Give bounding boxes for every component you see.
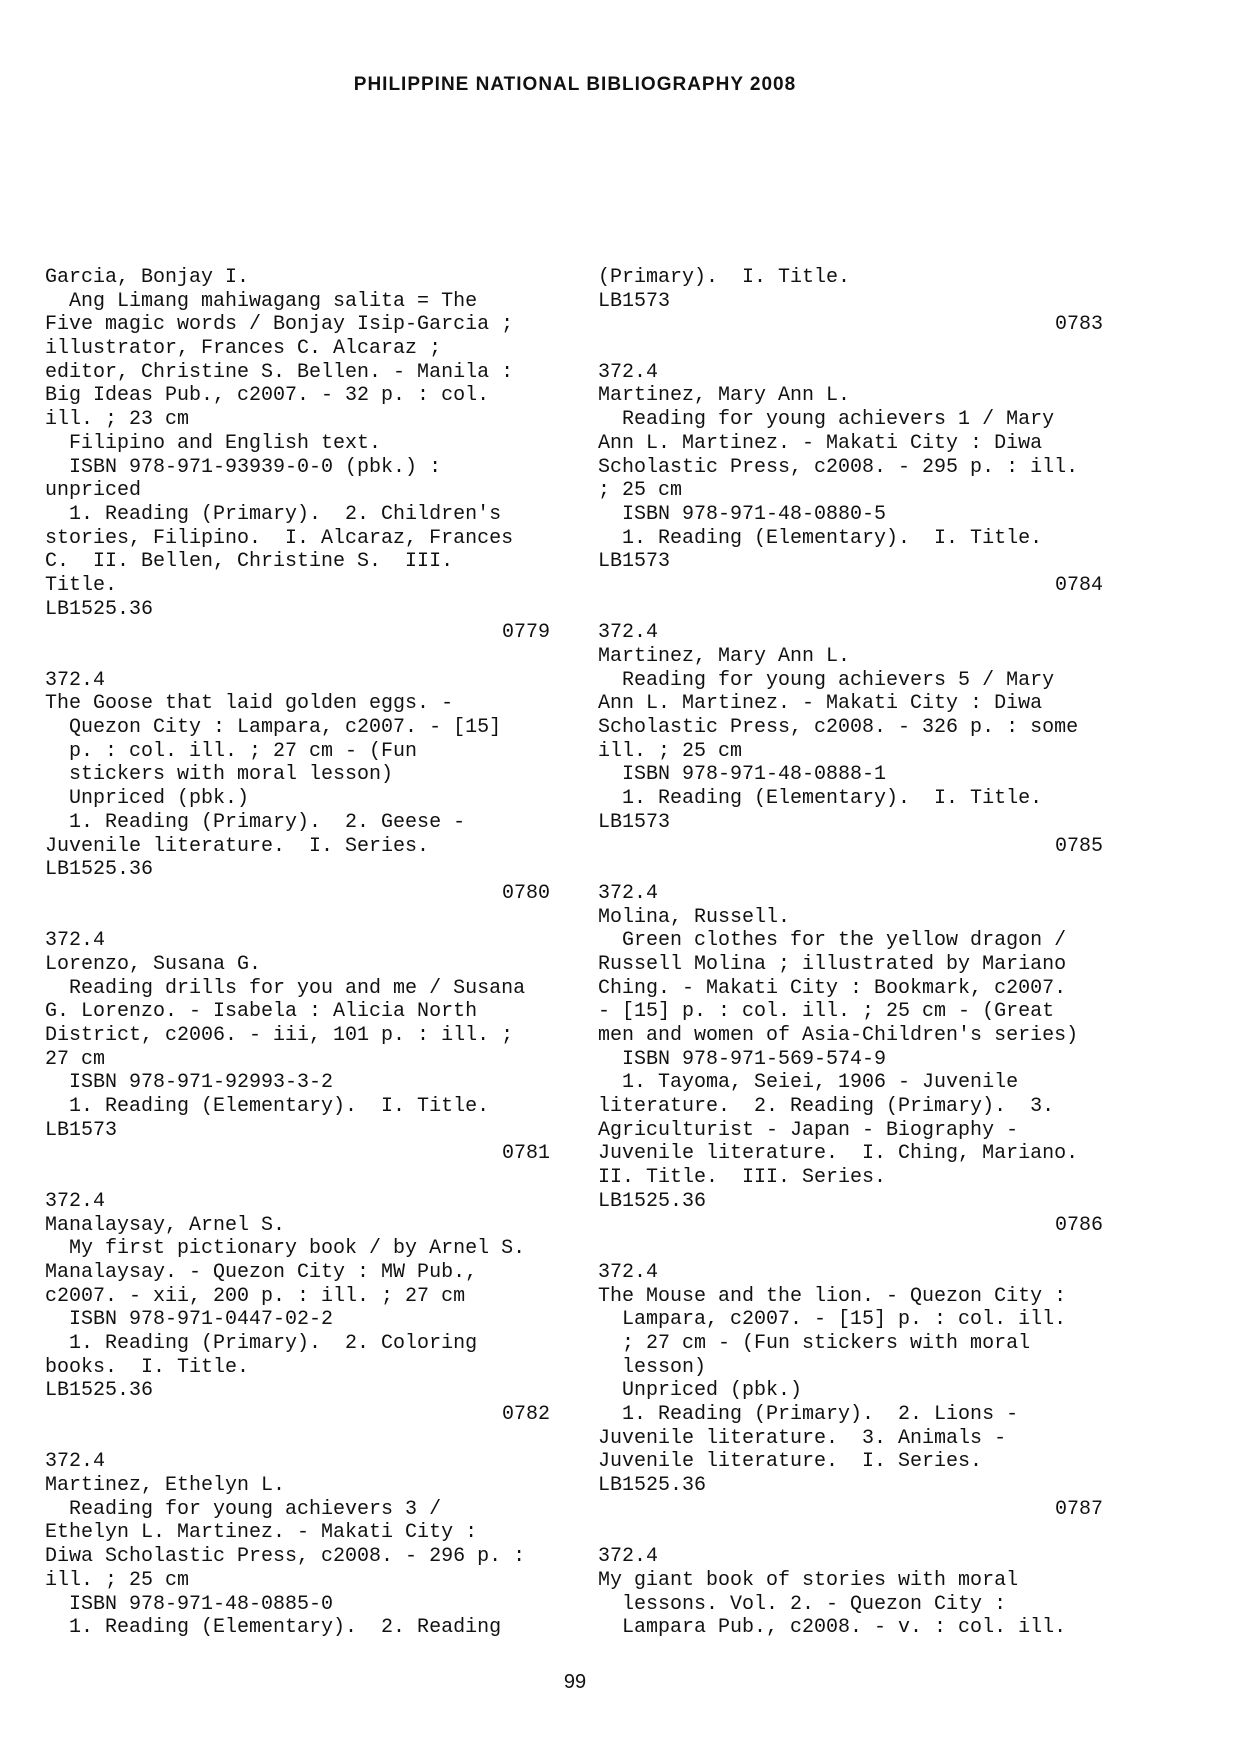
entry-line: 1. Reading (Primary). 2. Lions -: [598, 1403, 1019, 1426]
bibliography-entry: [598, 361, 1103, 622]
left-column: [45, 266, 550, 1640]
entry-line: Molina, Russell.: [598, 905, 791, 929]
entry-line: stickers with moral lesson): [45, 763, 394, 787]
bibliography-entry: [45, 929, 550, 1190]
entry-line: Martinez, Mary Ann L.: [598, 645, 851, 668]
entry-number: 0779: [501, 621, 550, 645]
entry-line: Unpriced (pbk.): [45, 787, 250, 811]
entry-spacer: [45, 1427, 550, 1451]
entry-line: G. Lorenzo. - Isabela : Alicia North: [45, 1000, 478, 1024]
entry-number: 0785: [1054, 834, 1103, 858]
entry-number: 0782: [501, 1403, 550, 1426]
entry-line: (Primary). I. Title.: [598, 266, 851, 289]
entry-line: The Mouse and the lion. - Quezon City :: [598, 1284, 1067, 1308]
entry-spacer: [45, 906, 550, 930]
entry-line: Garcia, Bonjay I.: [45, 266, 250, 289]
entry-line: Martinez, Mary Ann L.: [598, 384, 851, 408]
entry-line: II. Title. III. Series.: [598, 1166, 887, 1190]
entry-number: 0787: [1054, 1497, 1103, 1521]
entry-line: Unpriced (pbk.): [598, 1379, 803, 1403]
entry-line: books. I. Title.: [45, 1355, 250, 1379]
entry-line: ISBN 978-971-92993-3-2: [45, 1071, 334, 1095]
entry-line: 372.4: [45, 929, 106, 953]
entry-line: LB1525.36: [598, 1189, 707, 1213]
entry-number: 0786: [1054, 1213, 1103, 1237]
entry-line: Quezon City : Lampara, c2007. - [15]: [45, 716, 502, 740]
entry-number: 0784: [1054, 573, 1103, 597]
entry-line: 1. Reading (Primary). 2. Geese -: [45, 810, 466, 834]
entry-line: LB1525.36: [45, 597, 154, 621]
entry-line: 1. Reading (Elementary). I. Title.: [45, 1095, 490, 1119]
entry-spacer: [45, 1166, 550, 1190]
entry-line: Lampara, c2007. - [15] p. : col. ill.: [598, 1308, 1067, 1332]
page-title: PHILIPPINE NATIONAL BIBLIOGRAPHY 2008: [353, 74, 797, 95]
entry-line: LB1525.36: [598, 1474, 707, 1498]
bibliography-entry: [598, 621, 1103, 882]
entry-line: 372.4: [45, 668, 106, 692]
entry-line: Juvenile literature. 3. Animals -: [598, 1426, 1007, 1450]
entry-line: 372.4: [598, 621, 659, 645]
entry-line: ; 25 cm: [598, 479, 683, 503]
bibliography-entry: [598, 1545, 1103, 1640]
entry-spacer: [598, 1237, 1103, 1261]
entry-line: Scholastic Press, c2008. - 326 p. : some: [598, 716, 1079, 740]
entry-line: 372.4: [598, 360, 659, 384]
entry-number: 0783: [1054, 313, 1103, 337]
right-column: [598, 266, 1103, 1640]
entry-line: Juvenile literature. I. Ching, Mariano.: [598, 1142, 1079, 1166]
entry-line: illustrator, Frances C. Alcaraz ;: [45, 337, 442, 361]
entry-line: 1. Reading (Elementary). 2. Reading: [45, 1616, 502, 1640]
entry-line: Reading for young achievers 5 / Mary: [598, 668, 1055, 692]
entry-line: LB1525.36: [45, 1379, 154, 1403]
entry-line: Ang Limang mahiwagang salita = The: [45, 289, 478, 313]
entry-spacer: [598, 858, 1103, 882]
entry-line: Martinez, Ethelyn L.: [45, 1474, 286, 1498]
entry-line: 372.4: [598, 1545, 659, 1569]
entry-line: 1. Reading (Elementary). I. Title.: [598, 787, 1043, 811]
entry-line: p. : col. ill. ; 27 cm - (Fun: [45, 739, 418, 763]
entry-line: Reading for young achievers 3 /: [45, 1497, 442, 1521]
entry-line: LB1573: [598, 289, 671, 313]
entry-line: lessons. Vol. 2. - Quezon City :: [598, 1592, 1007, 1616]
entry-line: 1. Reading (Primary). 2. Children's: [45, 502, 502, 526]
entry-spacer: [598, 1521, 1103, 1545]
entry-line: ISBN 978-971-48-0885-0: [45, 1592, 334, 1616]
entry-line: 372.4: [598, 1260, 659, 1284]
entry-line: ill. ; 25 cm: [45, 1568, 190, 1592]
entry-line: 27 cm: [45, 1047, 106, 1071]
entry-line: LB1573: [598, 550, 671, 574]
entry-spacer: [598, 337, 1103, 361]
bibliography-entry: [45, 1190, 550, 1451]
entry-line: editor, Christine S. Bellen. - Manila :: [45, 360, 514, 384]
entry-line: ; 27 cm - (Fun stickers with moral: [598, 1331, 1031, 1355]
entry-line: Ann L. Martinez. - Makati City : Diwa: [598, 431, 1043, 455]
entry-line: Manalaysay, Arnel S.: [45, 1213, 286, 1237]
entry-line: ill. ; 25 cm: [598, 739, 743, 763]
page-number: 99: [563, 1671, 587, 1693]
entry-line: ISBN 978-971-48-0888-1: [598, 763, 887, 787]
entry-line: Big Ideas Pub., c2007. - 32 p. : col.: [45, 384, 490, 408]
entry-number: 0780: [501, 881, 550, 905]
entry-line: ISBN 978-971-569-574-9: [598, 1047, 887, 1071]
entry-line: Lampara Pub., c2008. - v. : col. ill.: [598, 1616, 1067, 1640]
entry-line: 1. Tayoma, Seiei, 1906 - Juvenile: [598, 1071, 1019, 1095]
entry-line: 372.4: [45, 1189, 106, 1213]
entry-line: Reading drills for you and me / Susana: [45, 976, 526, 1000]
entry-line: LB1573: [45, 1118, 118, 1142]
entry-line: My first pictionary book / by Arnel S.: [45, 1237, 526, 1261]
entry-line: Russell Molina ; illustrated by Mariano: [598, 952, 1067, 976]
entry-line: Ethelyn L. Martinez. - Makati City :: [45, 1521, 478, 1545]
entry-line: Juvenile literature. I. Series.: [598, 1450, 983, 1474]
entry-line: Agriculturist - Japan - Biography -: [598, 1118, 1019, 1142]
entry-line: Juvenile literature. I. Series.: [45, 834, 430, 858]
entry-line: 372.4: [598, 881, 659, 905]
entry-line: ill. ; 23 cm: [45, 408, 190, 432]
entry-line: Diwa Scholastic Press, c2008. - 296 p. :: [45, 1545, 526, 1569]
entry-line: literature. 2. Reading (Primary). 3.: [598, 1095, 1055, 1119]
entry-line: ISBN 978-971-48-0880-5: [598, 502, 887, 526]
entry-line: Five magic words / Bonjay Isip-Garcia ;: [45, 313, 514, 337]
entry-line: ISBN 978-971-0447-02-2: [45, 1308, 334, 1332]
entry-line: Title.: [45, 573, 118, 597]
bibliography-entry: [598, 266, 1103, 361]
entry-line: 1. Reading (Primary). 2. Coloring: [45, 1331, 478, 1355]
bibliography-entry: [598, 1261, 1103, 1545]
entry-line: My giant book of stories with moral: [598, 1568, 1019, 1592]
entry-line: The Goose that laid golden eggs. -: [45, 692, 454, 716]
entry-line: Ann L. Martinez. - Makati City : Diwa: [598, 692, 1043, 716]
entry-number: 0781: [501, 1142, 550, 1166]
entry-line: ISBN 978-971-93939-0-0 (pbk.) :: [45, 455, 442, 479]
entry-line: lesson): [598, 1355, 707, 1379]
bibliography-entry: [45, 1450, 550, 1640]
entry-line: Lorenzo, Susana G.: [45, 952, 262, 976]
entry-line: c2007. - xii, 200 p. : ill. ; 27 cm: [45, 1284, 466, 1308]
bibliography-entry: [45, 266, 550, 669]
entry-line: Reading for young achievers 1 / Mary: [598, 408, 1055, 432]
entry-line: District, c2006. - iii, 101 p. : ill. ;: [45, 1024, 514, 1047]
entry-line: - [15] p. : col. ill. ; 25 cm - (Great: [598, 1000, 1055, 1024]
bibliography-entry: [45, 669, 550, 930]
entry-line: C. II. Bellen, Christine S. III.: [45, 550, 454, 574]
entry-spacer: [45, 645, 550, 669]
entry-line: men and women of Asia-Children's series): [598, 1024, 1079, 1047]
entry-line: Scholastic Press, c2008. - 295 p. : ill.: [598, 455, 1079, 479]
entry-line: 1. Reading (Elementary). I. Title.: [598, 526, 1043, 550]
entry-line: stories, Filipino. I. Alcaraz, Frances: [45, 526, 514, 550]
entry-line: Manalaysay. - Quezon City : MW Pub.,: [45, 1260, 478, 1284]
entry-line: Filipino and English text.: [45, 431, 382, 455]
entry-line: LB1525.36: [45, 858, 154, 882]
entry-line: 372.4: [45, 1450, 106, 1474]
entry-line: LB1573: [598, 810, 671, 834]
entry-line: unpriced: [45, 479, 142, 503]
entry-line: Ching. - Makati City : Bookmark, c2007.: [598, 976, 1067, 1000]
entry-spacer: [598, 598, 1103, 622]
bibliography-entry: [598, 882, 1103, 1261]
entry-line: Green clothes for the yellow dragon /: [598, 929, 1067, 953]
